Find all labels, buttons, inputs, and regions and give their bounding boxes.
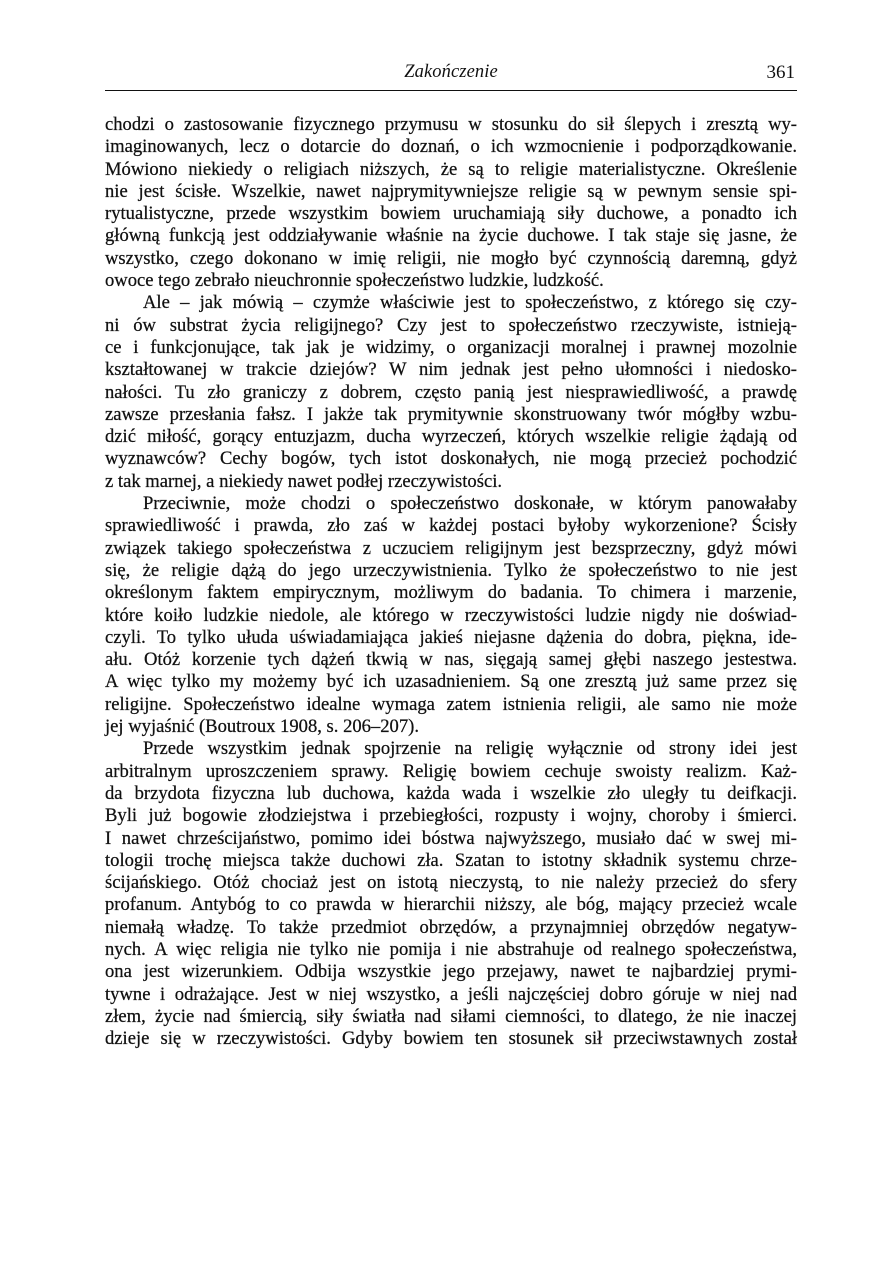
text-line: Przeciwnie, może chodzi o społeczeństwo doskonałe, w którym panowałaby — [143, 493, 797, 515]
text-line: ce i funkcjonujące, tak jak je widzimy, o organizacji moralnej i prawnej mozolnie — [105, 336, 797, 358]
running-title: Zakończenie — [404, 62, 498, 82]
text-line: Ale – jak mówią – czymże właściwie jest to społeczeństwo, z którego się czy- — [143, 292, 797, 314]
text-line: wyznawców? Cechy bogów, tych istot doskonałych, nie mogą przecież pochodzić — [105, 448, 797, 470]
text-line: wszystko, czego dokonano w imię religii, nie mogło być czynnością daremną, gdyż — [105, 247, 797, 269]
text-line: tologii trochę miejsca także duchowi zła. Szatan to istotny składnik systemu chrze- — [105, 849, 797, 871]
text-line: A więc tylko my możemy być ich uzasadnieniem. Są one zresztą już same przez się — [105, 671, 797, 693]
text-line: arbitralnym uproszczeniem sprawy. Religię bowiem cechuje swoisty realizm. Każ- — [105, 760, 797, 782]
text-line: da brzydota fizyczna lub duchowa, każda wada i wszelkie zło uległy tu deifkacji. — [105, 782, 797, 804]
text-line: kształtowanej w trakcie dziejów? W nim jednak jest pełno ułomności i niedosko- — [105, 359, 797, 381]
text-line: które koiło ludzkie niedole, ale którego w rzeczywistości ludzie nigdy nie doświad- — [105, 604, 797, 626]
text-line: główną funkcją jest oddziaływanie właśnie na życie duchowe. I tak staje się jasne, że — [105, 225, 797, 247]
text-line: określonym faktem empirycznym, możliwym do badania. To chimera i marzenie, — [105, 582, 797, 604]
paragraph — [105, 493, 797, 738]
text-line: dzieje się w rzeczywistości. Gdyby bowiem ten stosunek sił przeciwstawnych został — [105, 1028, 797, 1050]
text-line: czyli. To tylko ułuda uświadamiająca jakieś niejasne dążenia do dobra, piękna, ide- — [105, 626, 797, 648]
paragraph — [105, 114, 797, 292]
text-line: ścijańskiego. Otóż chociaż jest on istotą nieczystą, to nie należy przecież do sfery — [105, 872, 797, 894]
paragraph — [105, 292, 797, 493]
text-line: Byli już bogowie złodziejstwa i przebiegłości, rozpusty i wojny, choroby i śmierci. — [105, 805, 797, 827]
text-line: Przede wszystkim jednak spojrzenie na religię wyłącznie od strony idei jest — [143, 738, 797, 760]
text-line: religijne. Społeczeństwo idealne wymaga zatem istnienia religii, ale samo nie może — [105, 693, 797, 715]
text-line: związek takiego społeczeństwa z uczuciem religijnym jest bezsprzeczny, gdyż mówi — [105, 537, 797, 559]
text-line: sprawiedliwość i prawda, zło zaś w każdej postaci byłoby wykorzenione? Ścisły — [105, 515, 797, 537]
text-line: I nawet chrześcijaństwo, pomimo idei bóstwa najwyższego, musiało dać w swej mi- — [105, 827, 797, 849]
text-line: nych. A więc religia nie tylko nie pomija i nie abstrahuje od realnego społeczeństwa, — [105, 938, 797, 960]
text-line: imaginowanych, lecz o dotarcie do doznań, o ich wzmocnienie i podporządkowanie. — [105, 136, 797, 158]
text-line: zawsze przesłania fałsz. I jakże tak prymitywnie skonstruowany twór mógłby wzbu- — [105, 403, 797, 425]
text-line: chodzi o zastosowanie fizycznego przymusu w stosunku do sił ślepych i zresztą wy- — [105, 114, 797, 135]
text-line: się, że religie dążą do jego urzeczywistnienia. Tylko że społeczeństwo to nie jest — [105, 559, 797, 581]
text-line: Mówiono niekiedy o religiach niższych, że są to religie materialistyczne. Określenie — [105, 158, 797, 180]
text-line: owoce tego zebrało nieuchronnie społeczeństwo ludzkie, ludzkość. — [105, 270, 604, 292]
text-line: nie jest ścisłe. Wszelkie, nawet najprymitywniejsze religie są w pewnym sensie spi- — [105, 180, 797, 202]
text-line: nałości. Tu zło graniczy z dobrem, często panią jest niesprawiedliwość, a prawdę — [105, 381, 797, 403]
header-rule — [105, 90, 797, 91]
text-line: z tak marnej, a niekiedy nawet podłej rzeczywistości. — [105, 470, 503, 492]
text-line: ału. Otóż korzenie tych dążeń tkwią w nas, sięgają samej głębi naszego jestestwa. — [105, 649, 797, 671]
text-line: tywne i odrażające. Jest w niej wszystko, a jeśli najczęściej dobro góruje w niej nad — [105, 983, 797, 1005]
text-line: dzić miłość, gorący entuzjazm, ducha wyrzeczeń, których wszelkie religie żądają od — [105, 426, 797, 448]
text-line: niemałą władzę. To także przedmiot obrzędów, a przynajmniej obrzędów negatyw- — [105, 916, 797, 938]
text-line: jej wyjaśnić (Boutroux 1908, s. 206–207). — [105, 716, 419, 738]
text-line: ona jest wizerunkiem. Odbija wszystkie jego przejawy, nawet te najbardziej prymi- — [105, 961, 797, 983]
text-line: rytualistyczne, przede wszystkim bowiem uruchamiają siły duchowe, a ponadto ich — [105, 203, 797, 225]
running-header — [105, 62, 797, 86]
text-line: złem, życie nad śmiercią, siły światła nad siłami ciemności, to dlatego, że nie inaczej — [105, 1005, 797, 1027]
text-line: ni ów substrat życia religijnego? Czy jest to społeczeństwo rzeczywiste, istnieją- — [105, 314, 797, 336]
text-line: profanum. Antybóg to co prawda w hierarchii niższy, ale bóg, mający przecież wcale — [105, 894, 797, 916]
page-number: 361 — [766, 62, 795, 83]
body-text — [105, 114, 797, 1050]
paragraph — [105, 738, 797, 1050]
